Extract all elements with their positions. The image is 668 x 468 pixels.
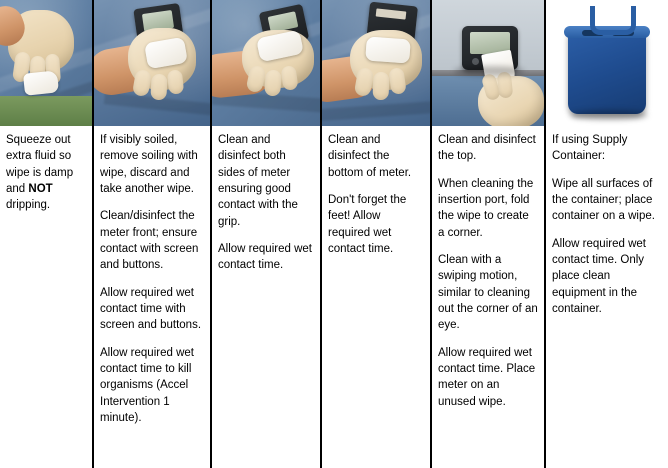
supply-container xyxy=(568,30,646,114)
step-text: Squeeze out extra fluid so wipe is damp and xyxy=(6,134,74,195)
panel-2-photo xyxy=(94,0,210,126)
meter-button xyxy=(472,58,479,65)
panel-1-step-1 xyxy=(6,132,86,214)
container-handle xyxy=(590,6,636,35)
panel-5 xyxy=(430,0,544,468)
panel-2-caption xyxy=(94,126,210,468)
panel-2-step-3: Allow required wet contact time with screen and buttons. xyxy=(100,286,202,332)
panel-2-step-1: If visibly soiled, remove soiling with wipe, discard and take another wipe. xyxy=(100,134,198,195)
panel-6-caption xyxy=(546,126,668,468)
meter-shadow xyxy=(454,66,524,76)
container-shadow xyxy=(570,110,648,120)
panel-6-step-1: If using Supply Container: xyxy=(552,134,628,163)
panel-1 xyxy=(0,0,92,468)
panel-6-photo xyxy=(546,0,668,126)
panel-4-photo xyxy=(322,0,430,126)
panel-3 xyxy=(210,0,320,468)
panel-5-step-1: Clean and disinfect the top. xyxy=(438,134,536,163)
panel-4-step-1: Clean and disinfect the bottom of meter. xyxy=(328,134,412,179)
green-drape-strip xyxy=(0,96,92,126)
panel-6-step-3: Allow required wet contact time. Only place clean equipment in the container. xyxy=(552,237,646,315)
panel-2 xyxy=(92,0,210,468)
panel-2-step-4: Allow required wet contact time to kill organisms (Accel Intervention 1 minute). xyxy=(100,346,194,424)
step-emphasis: NOT xyxy=(28,182,53,195)
glove-finger xyxy=(373,72,390,101)
panel-3-step-1: Clean and disinfect both sides of meter ensuring good contact with the grip. xyxy=(218,134,298,228)
panel-5-step-2: When cleaning the insertion port, fold the wipe to create a corner. xyxy=(438,177,534,239)
panel-1-photo xyxy=(0,0,92,126)
panel-2-step-2: Clean/disinfect the meter front; ensure contact with screen and buttons. xyxy=(100,210,199,272)
step-text: dripping. xyxy=(6,199,51,212)
panel-5-caption xyxy=(432,126,544,468)
panel-4-caption xyxy=(322,126,430,468)
panel-3-photo xyxy=(212,0,320,126)
panel-5-step-4: Allow required wet contact time. Place meter on an unused wipe. xyxy=(438,346,536,408)
panel-6 xyxy=(544,0,668,468)
panel-3-step-2: Allow required wet contact time. xyxy=(218,242,312,272)
panel-5-step-3: Clean with a swiping motion, similar to cleaning out the corner of an eye. xyxy=(438,253,538,332)
wipe-cloth xyxy=(23,70,59,95)
panel-5-photo xyxy=(432,0,544,126)
glove-finger xyxy=(264,69,282,96)
panel-1-caption xyxy=(0,126,92,468)
panel-6-step-2: Wipe all surfaces of the container; place container on a wipe. xyxy=(552,177,655,223)
glove-finger xyxy=(167,69,184,94)
glove-finger xyxy=(150,74,167,101)
panel-4-step-2: Don't forget the feet! Allow required wet contact time. xyxy=(328,193,407,255)
wipe-cloth xyxy=(365,36,411,63)
panel-4 xyxy=(320,0,430,468)
panel-3-caption xyxy=(212,126,320,468)
